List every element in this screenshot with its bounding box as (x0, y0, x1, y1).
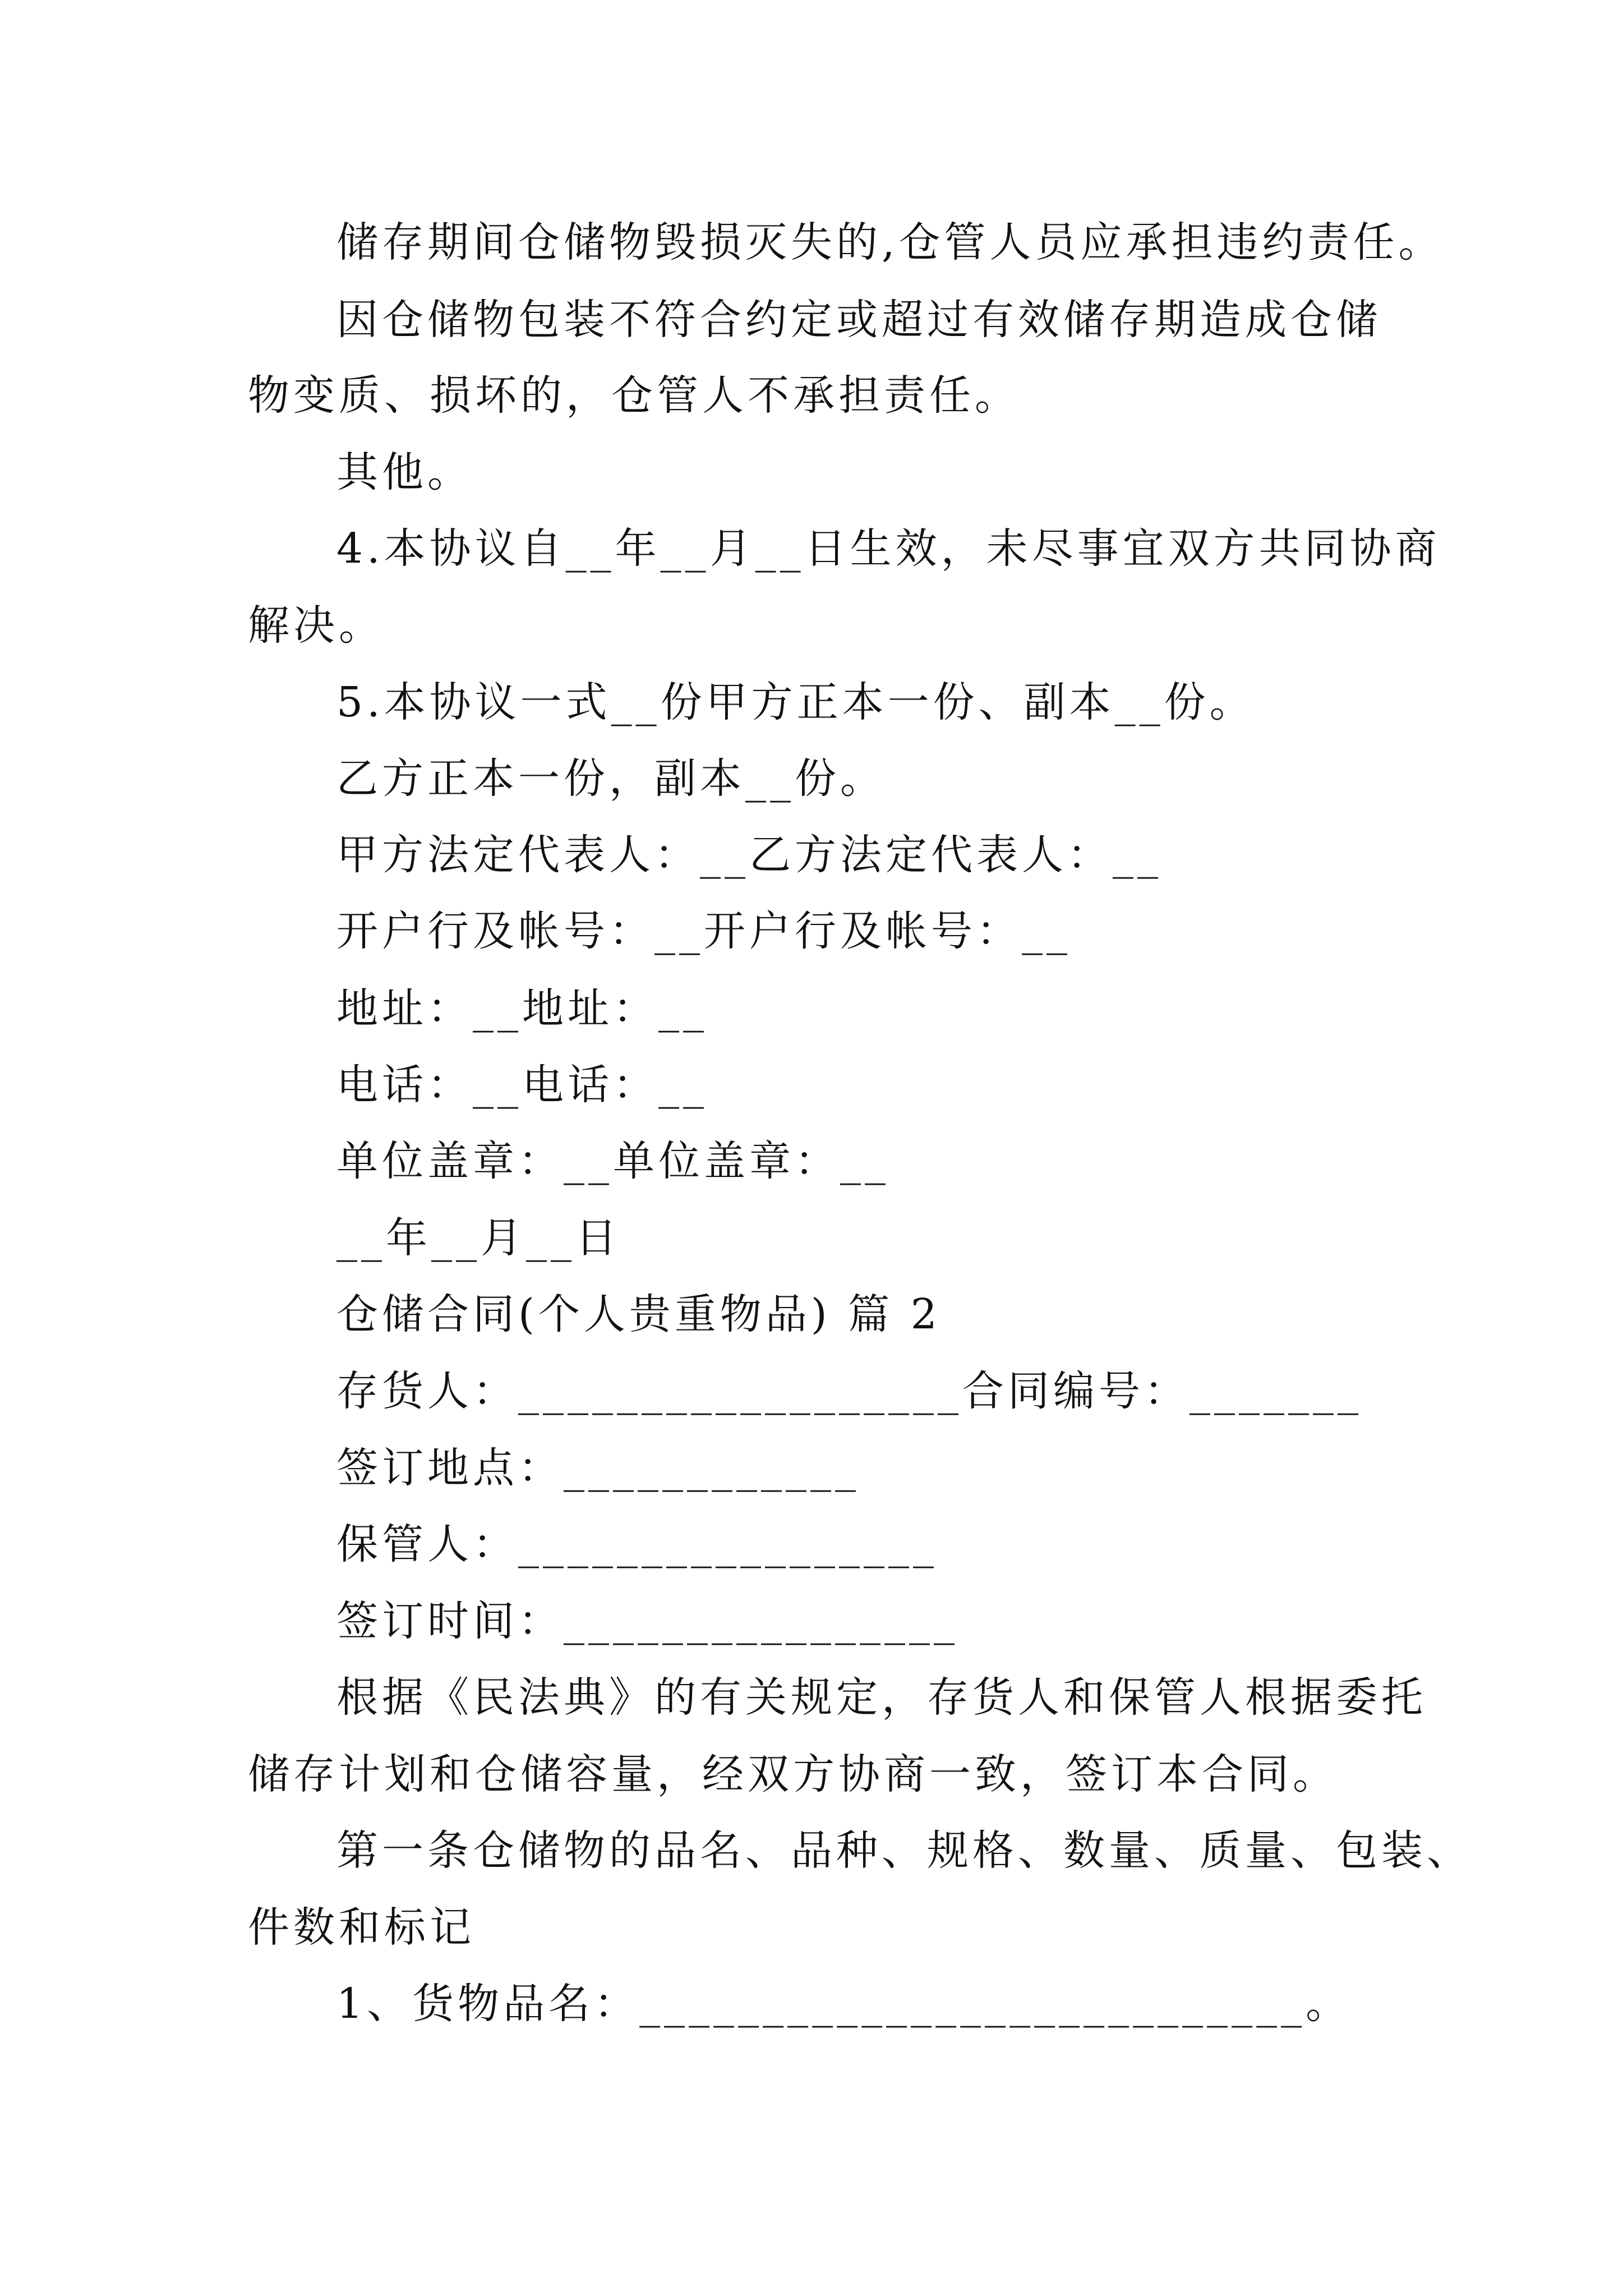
paragraph-line: 签订时间：________________ (336, 1597, 958, 1645)
paragraph-line: 4.本协议自__年__月__日生效，未尽事宜双方共同协商 (336, 524, 1441, 573)
paragraph-line: 开户行及帐号：__开户行及帐号：__ (336, 907, 1071, 955)
paragraph-line: 签订地点：____________ (336, 1444, 860, 1492)
paragraph-line: 物变质、损坏的，仓管人不承担责任。 (248, 371, 1020, 420)
paragraph-line: 保管人：_________________ (336, 1520, 938, 1568)
paragraph-line: 储存计划和仓储容量，经双方协商一致，签订本合同。 (248, 1750, 1338, 1798)
paragraph-line: 电话：__电话：__ (336, 1061, 708, 1109)
paragraph-line: 5.本协议一式__份甲方正本一份、副本__份。 (336, 678, 1255, 726)
paragraph-line: 1、货物品名：___________________________。 (336, 1980, 1352, 2028)
paragraph-line: 存货人：__________________合同编号：_______ (336, 1367, 1362, 1415)
paragraph-line: 单位盖章：__单位盖章：__ (336, 1137, 889, 1185)
paragraph-line: 储存期间仓储物毁损灭失的,仓管人员应承担违约责任。 (336, 218, 1444, 266)
paragraph-line: 因仓储物包装不符合约定或超过有效储存期造成仓储 (336, 296, 1381, 344)
paragraph-line: 甲方法定代表人：__乙方法定代表人：__ (336, 831, 1162, 879)
paragraph-line: 第一条仓储物的品名、品种、规格、数量、质量、包装、 (336, 1826, 1472, 1875)
paragraph-line: __年__月__日 (336, 1214, 621, 1262)
paragraph-line: 解决。 (248, 601, 384, 650)
section-heading: 仓储合同(个人贵重物品) 篇 2 (336, 1290, 941, 1338)
paragraph-line: 根据《民法典》的有关规定，存货人和保管人根据委托 (336, 1673, 1427, 1722)
paragraph-line: 地址：__地址：__ (336, 984, 708, 1033)
paragraph-line: 乙方正本一份，副本__份。 (336, 754, 886, 803)
paragraph-line: 件数和标记 (248, 1903, 475, 1952)
paragraph-line: 其他。 (336, 448, 473, 496)
